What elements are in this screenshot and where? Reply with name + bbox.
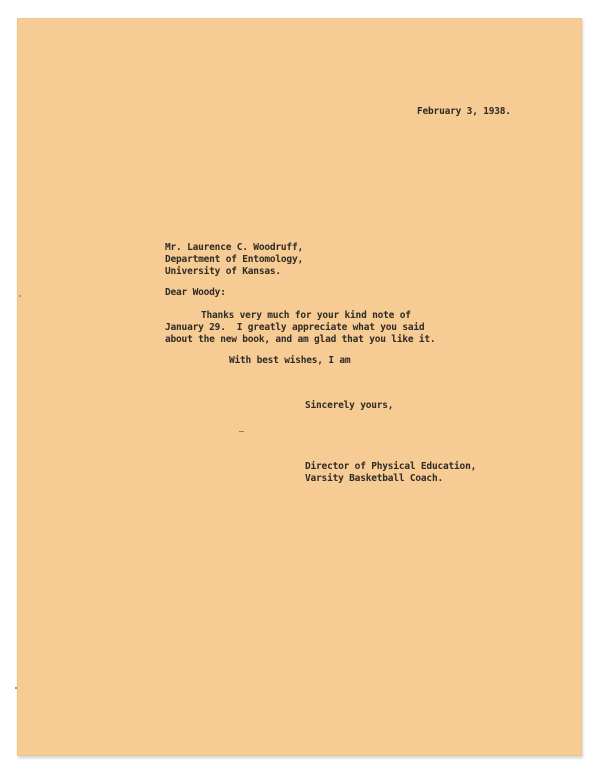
body-line: Thanks very much for your kind note of <box>201 310 411 321</box>
signature-title-line: Varsity Basketball Coach. <box>305 473 443 484</box>
body-line: about the new book, and am glad that you like it. <box>165 334 436 345</box>
letter-page <box>17 18 582 756</box>
paper-speck <box>15 687 17 689</box>
closing-line: With best wishes, I am <box>229 355 351 366</box>
signature-block <box>305 461 476 485</box>
recipient-institution-line: University of Kansas. <box>165 266 281 277</box>
signature-title-line: Director of Physical Education, <box>305 461 477 472</box>
recipient-department-line: Department of Entomology, <box>165 254 303 265</box>
letter-date: February 3, 1938. <box>417 106 511 117</box>
paper-speck <box>239 431 244 432</box>
recipient-address <box>165 242 303 278</box>
paper-speck <box>19 295 21 297</box>
recipient-name-line: Mr. Laurence C. Woodruff, <box>165 242 303 253</box>
body-paragraph <box>165 310 436 346</box>
body-line: January 29. I greatly appreciate what you said <box>165 322 425 333</box>
complimentary-close: Sincerely yours, <box>305 400 394 411</box>
salutation: Dear Woody: <box>165 287 226 298</box>
